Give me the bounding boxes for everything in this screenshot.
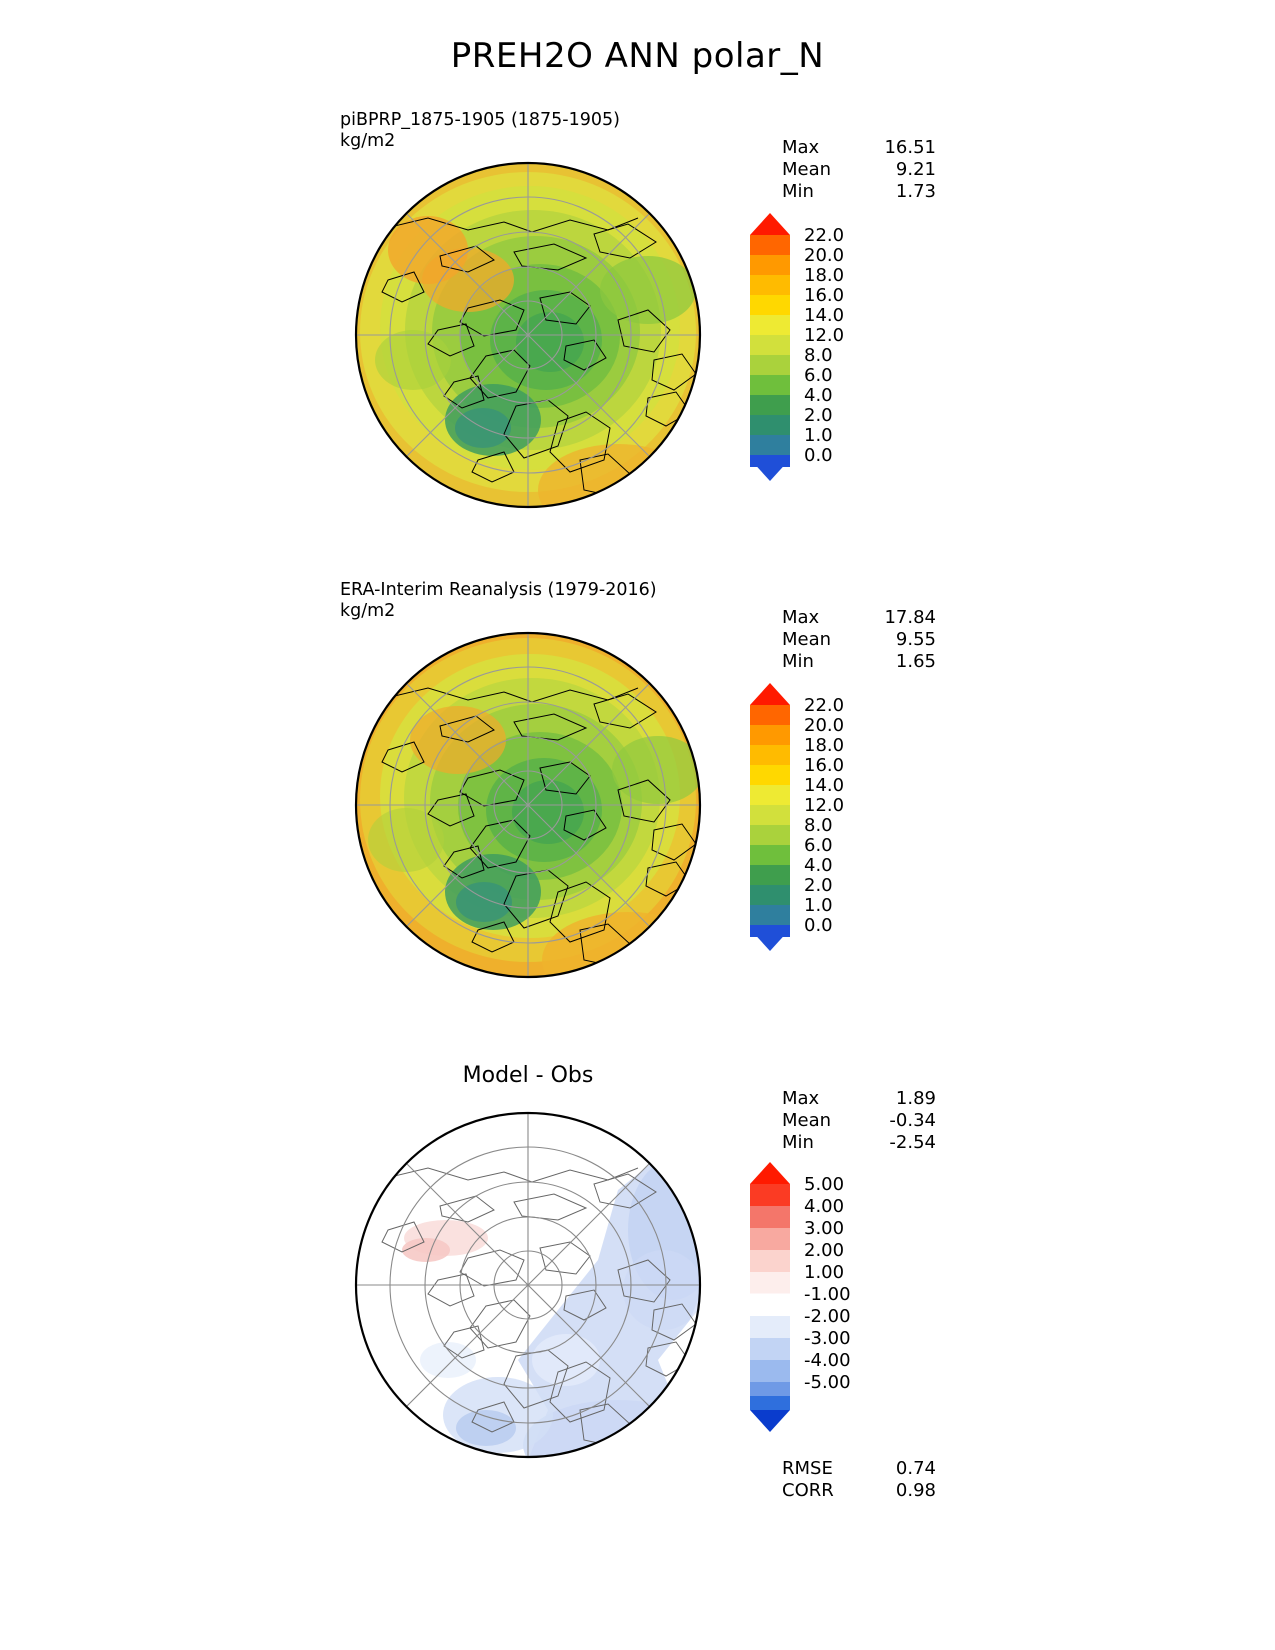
colorbar-tick: 5.00 [804, 1174, 845, 1195]
stat-row [782, 607, 936, 629]
stat-value: 16.51 [884, 137, 936, 158]
stat-value: 1.89 [895, 1088, 936, 1109]
stat-row [782, 629, 936, 651]
stat-label: Min [782, 1132, 814, 1153]
colorbar-tick: 18.0 [804, 735, 845, 756]
stat-row [782, 1480, 936, 1502]
colorbar-tick: -2.00 [804, 1306, 851, 1327]
colorbar-tick: 22.0 [804, 695, 845, 716]
colorbar-tick: 1.00 [804, 1262, 845, 1283]
polar-map-diff [318, 1110, 738, 1490]
panel-obs-title: ERA-Interim Reanalysis (1979-2016) [340, 580, 657, 600]
stat-value: 9.21 [895, 159, 936, 180]
stat-label: Min [782, 181, 814, 202]
stat-label: Mean [782, 629, 832, 650]
stat-value: 0.98 [895, 1480, 936, 1501]
colorbar-tick: 16.0 [804, 285, 845, 306]
stat-row [782, 651, 936, 673]
colorbar-tick: 6.0 [804, 365, 833, 386]
colorbar-tick: -4.00 [804, 1350, 851, 1371]
stat-row [782, 159, 936, 181]
panel-diff-title: Model - Obs [462, 1063, 594, 1088]
stat-row [782, 1458, 936, 1480]
panel-diff-footer-stats [782, 1458, 936, 1502]
stat-value: 17.84 [884, 607, 936, 628]
panel-obs-units: kg/m2 [340, 601, 396, 621]
stat-value: -0.34 [889, 1110, 936, 1131]
stat-label: Max [782, 607, 820, 628]
colorbar-tick: 16.0 [804, 755, 845, 776]
colorbar-tick: 2.00 [804, 1240, 845, 1261]
colorbar-tick: 4.00 [804, 1196, 845, 1217]
panel-obs [0, 470, 1275, 1030]
page-title: PREH2O ANN polar_N [450, 36, 825, 76]
stat-label: CORR [782, 1480, 834, 1501]
colorbar-tick: 6.0 [804, 835, 833, 856]
stat-label: Max [782, 1088, 820, 1109]
stat-label: Max [782, 137, 820, 158]
colorbar-tick: 2.0 [804, 875, 833, 896]
colorbar-tick: 8.0 [804, 345, 833, 366]
colorbar-tick: 1.0 [804, 425, 833, 446]
stat-label: Mean [782, 159, 832, 180]
colorbar-tick: 14.0 [804, 775, 845, 796]
panel-diff-stats [782, 1088, 936, 1154]
colorbar-tick: 0.0 [804, 445, 833, 466]
colorbar-tick: 1.0 [804, 895, 833, 916]
colorbar-tick: 20.0 [804, 715, 845, 736]
colorbar-tick: 2.0 [804, 405, 833, 426]
stat-label: Mean [782, 1110, 832, 1131]
stat-value: 1.65 [895, 651, 936, 672]
stat-value: -2.54 [889, 1132, 936, 1153]
colorbar-tick: 20.0 [804, 245, 845, 266]
colorbar-tick: 4.0 [804, 855, 833, 876]
colorbar-tick: 3.00 [804, 1218, 845, 1239]
colorbar-model [748, 213, 845, 481]
colorbar-tick: 0.0 [804, 915, 833, 936]
colorbar-tick: 14.0 [804, 305, 845, 326]
stat-row [782, 1110, 936, 1132]
panel-obs-stats [782, 607, 936, 673]
stat-value: 0.74 [895, 1458, 936, 1479]
stat-value: 1.73 [895, 181, 936, 202]
colorbar-diff [748, 1162, 851, 1432]
stat-label: RMSE [782, 1458, 833, 1479]
stat-row [782, 137, 936, 159]
colorbar-tick: 12.0 [804, 795, 845, 816]
stat-row [782, 181, 936, 203]
stat-value: 9.55 [895, 629, 936, 650]
stat-row [782, 1088, 936, 1110]
panel-diff [0, 1020, 1275, 1640]
panel-model-title: piBPRP_1875-1905 (1875-1905) [340, 110, 620, 130]
colorbar-tick: 22.0 [804, 225, 845, 246]
colorbar-tick: -5.00 [804, 1372, 851, 1393]
stat-row [782, 1132, 936, 1154]
colorbar-tick: -1.00 [804, 1284, 851, 1305]
panel-model-units: kg/m2 [340, 131, 396, 151]
colorbar-tick: 12.0 [804, 325, 845, 346]
colorbar-obs [748, 683, 845, 951]
panel-model-stats [782, 137, 936, 203]
colorbar-tick: 4.0 [804, 385, 833, 406]
colorbar-tick: 18.0 [804, 265, 845, 286]
colorbar-tick: -3.00 [804, 1328, 851, 1349]
colorbar-tick: 8.0 [804, 815, 833, 836]
stat-label: Min [782, 651, 814, 672]
polar-map-obs [318, 630, 738, 1010]
